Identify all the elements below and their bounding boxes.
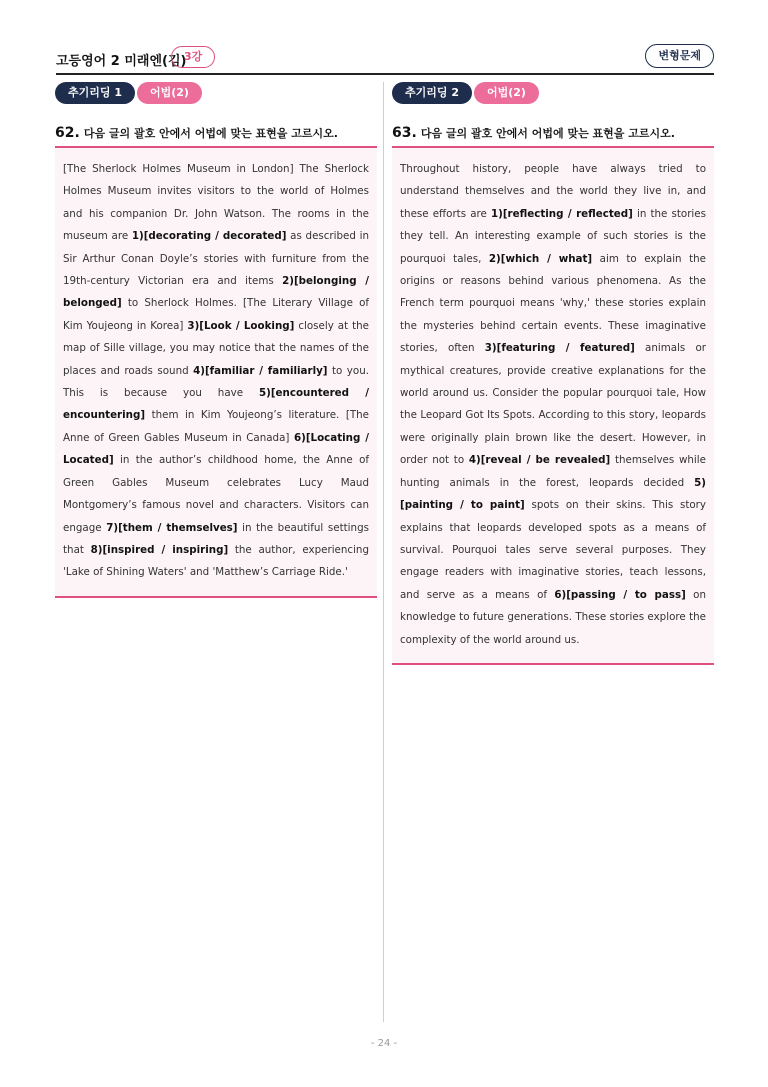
blank-choice: 4)[reveal / be revealed] [468, 454, 611, 467]
blank-choice: 5)[encountered / encountering] [63, 387, 369, 422]
blank-choice: 3)[Look / Looking] [187, 319, 295, 332]
blank-choice: 2)[belonging / belonged] [63, 275, 369, 310]
reading-badge: 추기리딩 2 [392, 82, 472, 104]
reading-badge: 추기리딩 1 [55, 82, 135, 104]
blank-choice: 6)[Locating / Located] [63, 431, 369, 467]
blank-choice: 1)[decorating / decorated] [131, 230, 287, 243]
passage-segment: as described in Sir Arthur Conan Doyle’s stories with furniture from the 19th-century Victorian era and items [63, 230, 370, 288]
passage-segment: closely at the map of Sille village, you may notice that the names of the places and roads sound [63, 319, 369, 377]
blank-choice: 3)[featuring / featured] [484, 342, 635, 355]
lesson-badge: 3강 [171, 46, 215, 68]
question-heading [55, 122, 377, 146]
question-heading [392, 122, 714, 146]
badge-row [392, 82, 714, 104]
blank-choice: 6)[passing / to pass] [554, 588, 686, 601]
page-header [56, 44, 714, 74]
question-column-right [392, 82, 714, 665]
badge-row [55, 82, 377, 104]
passage-segment: in the author’s childhood home, the Anne of Green Gables Museum celebrates Lucy Maud Montgomery’s famous novel and characters. Visitors can engage [63, 454, 369, 534]
passage-text [400, 158, 706, 651]
blank-choice: 2)[which / what] [488, 252, 593, 265]
passage-segment: to you. This is because you have [63, 364, 369, 400]
passage-segment: the author, experiencing 'Lake of Shining Waters' and 'Matthew’s Carriage Ride.' [63, 543, 369, 579]
passage-segment: in the beautiful settings that [63, 521, 369, 556]
question-column-left [55, 82, 377, 598]
column-divider [383, 82, 384, 1022]
passage-segment: to Sherlock Holmes. [The Literary Village of Kim Youjeong in Korea] [63, 297, 369, 332]
passage-box [55, 148, 377, 598]
passage-box [392, 148, 714, 665]
page-number: - 24 - [370, 1038, 398, 1049]
blank-choice: 4)[familiar / familiarly] [193, 364, 328, 377]
passage-segment: aim to explain the origins or reasons behind various phenomena. As the French term pourquoi means 'why,' these stories explain the mysteries behind certain events. These imaginative stories, often [400, 252, 707, 355]
passage-segment: them in Kim Youjeong’s literature. [The Anne of Green Gables Museum in Canada] [63, 409, 369, 444]
passage-segment: on knowledge to future generations. These stories explore the complexity of the world around us. [400, 588, 706, 646]
blank-choice: 8)[inspired / inspiring] [90, 543, 229, 556]
passage-segment: themselves while hunting animals in the forest, leopards decided [400, 454, 706, 489]
passage-text [63, 158, 369, 584]
problem-type-badge: 변형문제 [645, 44, 714, 68]
passage-segment: animals or mythical creatures, provide creative explanations for the world around us. Consider the popular pourquoi tale, How the Leopard Got Its Spots. According to this story, leopards were originally plain brown like the desert. However, in order not to [400, 342, 706, 467]
question-number: 63. [392, 125, 417, 141]
passage-segment: spots on their skins. This story explains that leopards developed spots as a means of survival. Pourquoi tales serve several purposes. They engage readers with imaginative stories, teach lessons, and serve as a means of [400, 499, 707, 601]
question-prompt: 다음 글의 괄호 안에서 어법에 맞는 표현을 고르시오. [83, 127, 338, 140]
grammar-badge: 어법(2) [137, 82, 202, 104]
blank-choice: 1)[reflecting / reflected] [490, 207, 633, 220]
grammar-badge: 어법(2) [474, 82, 539, 104]
question-prompt: 다음 글의 괄호 안에서 어법에 맞는 표현을 고르시오. [420, 127, 675, 140]
header-divider [56, 73, 714, 75]
passage-segment: in the stories they tell. An interesting example of such stories is the pourquoi tales, [400, 207, 706, 265]
passage-segment: [The Sherlock Holmes Museum in London] The Sherlock Holmes Museum invites visitors to the world of Holmes and his companion Dr. John Watson. The rooms in the museum are [63, 163, 369, 243]
question-number: 62. [55, 125, 80, 141]
book-title: 고등영어 2 미래엔(김) [56, 54, 187, 69]
passage-segment: Throughout history, people have always tried to understand themselves and the world they live in, and these efforts are [400, 163, 706, 220]
blank-choice: 5)[painting / to paint] [400, 476, 706, 512]
blank-choice: 7)[them / themselves] [106, 521, 238, 534]
